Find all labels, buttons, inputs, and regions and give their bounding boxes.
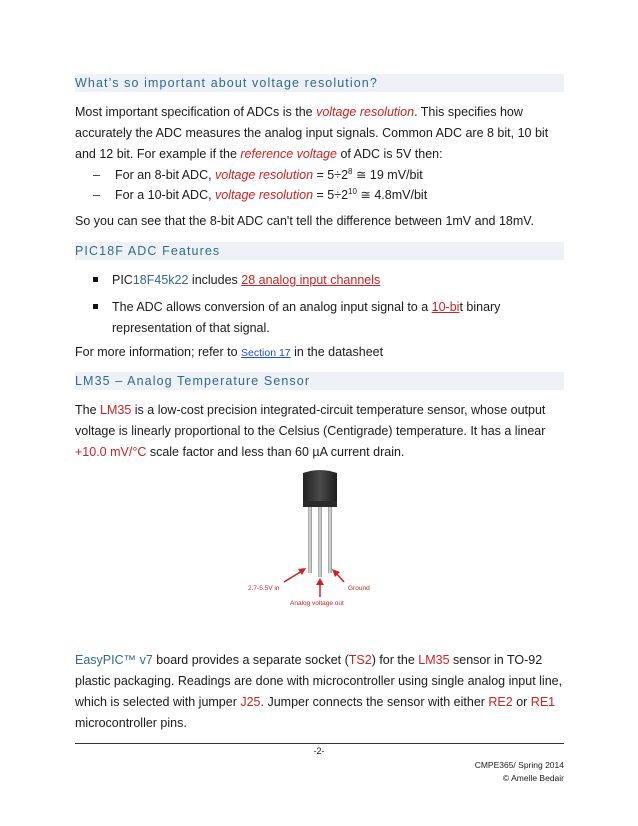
text: = 5÷2 [313,188,349,202]
text: The [75,403,101,417]
text: t binary representation of that signal. [112,300,501,335]
text: . Jumper connects the sensor with either [260,695,489,709]
text: includes [188,273,242,287]
text: = 5÷2 [313,168,349,182]
text: scale factor and less than 60 µA current drain. [146,445,405,459]
text: ≅ 19 mV/bit [352,168,423,182]
bullet-square-icon [93,277,98,282]
list-item-8bit [93,165,423,185]
link-analog-channels[interactable]: 28 analog input channels [241,273,381,287]
term-voltage-resolution: voltage resolution [215,188,314,202]
term-voltage-resolution: voltage resolution [215,168,314,182]
scale-factor: +10.0 mV/°C [75,445,147,459]
bullet-item-conversion [93,297,563,339]
figure-label-vout: Analog voltage out [290,600,344,607]
paragraph-easypic [75,650,565,734]
paragraph-voltage-resolution [75,102,565,165]
lm35-sensor-icon [240,465,400,615]
text: The ADC allows conversion of an analog input signal to a [112,300,432,314]
text: For an 8-bit ADC, [115,168,216,182]
socket-ts2: TS2 [348,653,372,667]
text: PIC [112,273,133,287]
footer-course: CMPE365/ Spring 2014 [474,760,564,770]
bullet-item-channels [93,270,563,291]
text: ) for the [371,653,419,667]
term-reference-voltage: reference voltage [240,147,337,161]
bullet-text [112,270,563,291]
text: . This specifies how accurately the ADC measures the analog input signals. Common ADC are 8 bit, 10 bit and 12 bit. For example if the [75,105,549,161]
text: For more information; refer to [75,345,242,359]
dash-marker: – [93,188,100,202]
dash-marker: – [93,168,100,182]
link-section-17[interactable]: Section 17 [241,347,291,359]
jumper-j25: J25 [240,695,261,709]
lm35-figure [240,465,400,615]
text: Most important specification of ADCs is the [75,105,317,119]
section-heading-lm35: LM35 – Analog Temperature Sensor [75,372,564,390]
term-voltage-resolution: voltage resolution [316,105,415,119]
part-lm35: LM35 [418,653,450,667]
text: sensor in TO-92 plastic packaging. Readings are done with microcontroller using single analog input line, which is selected with jumper [75,653,563,709]
exponent: 8 [348,166,353,176]
list-item-10bit [93,185,427,205]
pin-re2: RE2 [488,695,513,709]
page-number: -2- [313,746,325,756]
pin-re1: RE1 [530,695,556,709]
board-name: EasyPIC™ v7 [75,653,153,667]
text: microcontroller pins. [75,716,187,730]
link-10-bit[interactable]: 10-bi [431,300,460,314]
part-number: 18F45k22 [132,273,189,287]
paragraph-difference: So you can see that the 8-bit ADC can't tell the difference between 1mV and 18mV. [75,214,534,228]
text: ≅ 4.8mV/bit [356,188,428,202]
paragraph-more-info [75,342,565,364]
text: or [512,695,531,709]
part-lm35: LM35 [100,403,132,417]
figure-label-ground: Ground [348,585,370,592]
text: For a 10-bit ADC, [115,188,216,202]
footer-divider [75,743,564,744]
bullet-text [112,297,563,339]
exponent: 10 [348,186,357,196]
paragraph-lm35 [75,400,565,463]
section-heading-voltage-resolution: What’s so important about voltage resolution? [75,74,564,92]
text: in the datasheet [290,345,384,359]
text: of ADC is 5V then: [336,147,443,161]
text: is a low-cost precision integrated-circuit temperature sensor, whose output voltage is linearly proportional to the Celsius (Centigrade) temperature. It has a linear [75,403,546,438]
footer-author: © Amelle Bedair [502,773,564,783]
figure-label-vin: 2.7-5.5V in [248,585,280,592]
section-heading-pic18f-adc: PIC18F ADC Features [75,242,564,260]
text: board provides a separate socket ( [152,653,349,667]
bullet-square-icon [93,304,98,309]
